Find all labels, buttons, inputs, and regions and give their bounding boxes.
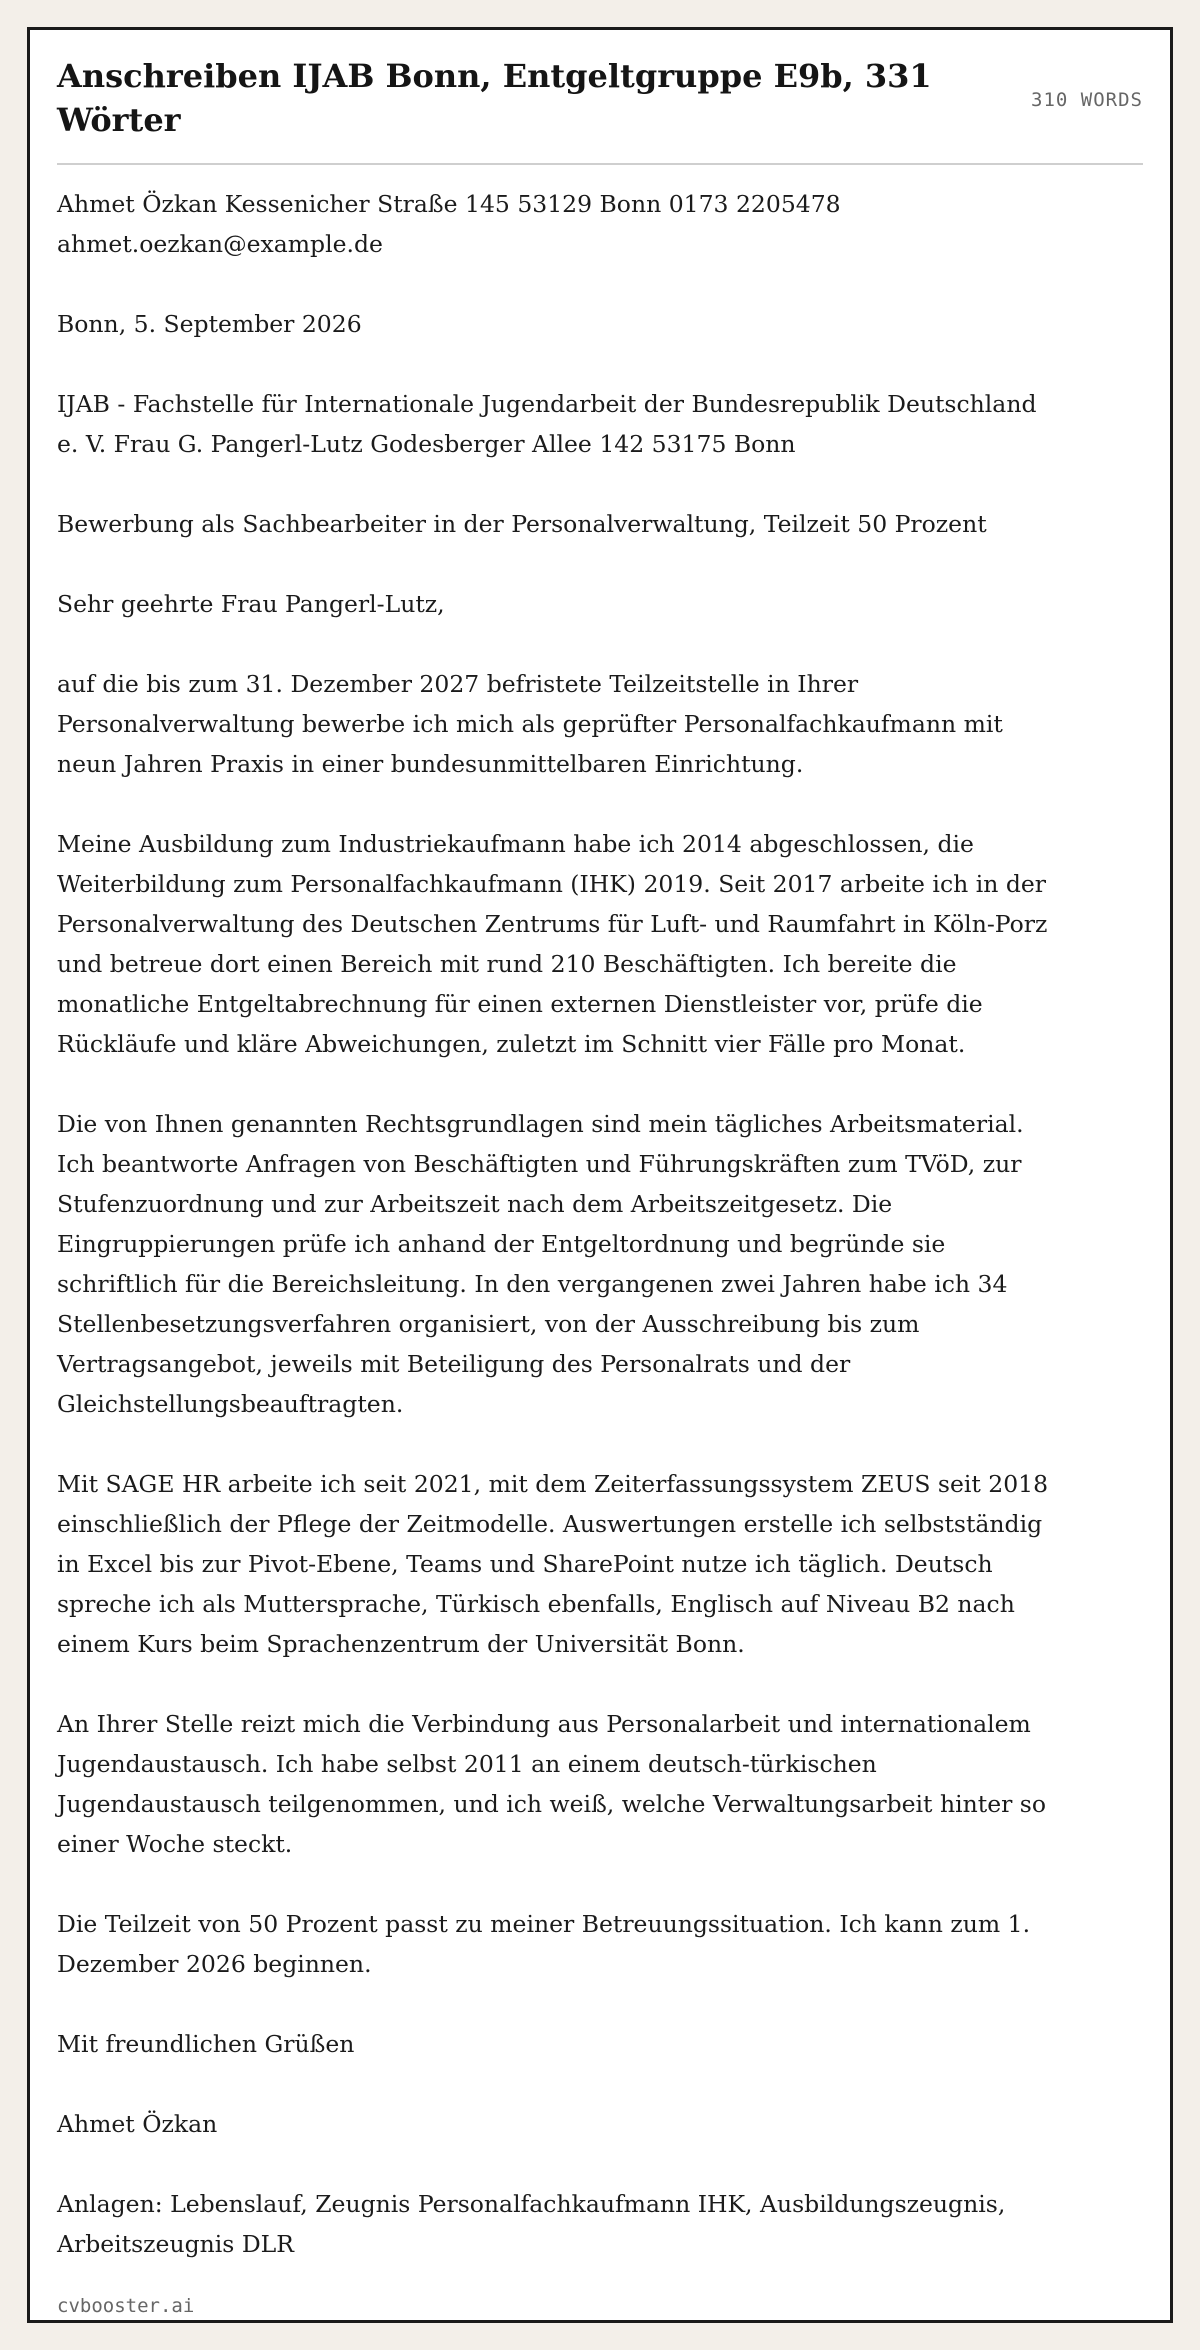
footer-brand[interactable]: cvbooster.ai bbox=[57, 2295, 195, 2317]
body-paragraph: Meine Ausbildung zum Industriekaufmann habe ich 2014 abgeschlossen, die Weiterbildung zum Personalfachkaufmann (IHK) 2019. Seit 2017 arbeite ich in der Personalverwaltung des Deutschen Zentrums für Luft- und Raumfahrt in Köln-Porz und betreue dort einen Bereich mit rund 210 Beschäftigten. Ich bereite die monatliche Entgeltabrechnung für einen externen Dienstleister vor, prüfe die Rückläufe und kläre Abweichungen, zuletzt im Schnitt vier Fälle pro Monat. bbox=[57, 830, 1048, 1058]
salutation: Sehr geehrte Frau Pangerl-Lutz, bbox=[57, 590, 445, 618]
attachments: Anlagen: Lebenslauf, Zeugnis Personalfachkaufmann IHK, Ausbildungszeugnis, Arbeitszeugnis DLR bbox=[57, 2190, 1006, 2258]
recipient-address: IJAB - Fachstelle für Internationale Jugendarbeit der Bundesrepublik Deutschland e. V. Frau G. Pangerl-Lutz Godesberger Allee 142 53175 Bonn bbox=[57, 390, 1037, 458]
letter-body bbox=[57, 184, 1057, 2304]
date-line: Bonn, 5. September 2026 bbox=[57, 310, 362, 338]
word-count: 310 WORDS bbox=[1031, 89, 1143, 111]
letter-title: Anschreiben IJAB Bonn, Entgeltgruppe E9b, 331 Wörter bbox=[57, 57, 932, 139]
subject-line: Bewerbung als Sachbearbeiter in der Personalverwaltung, Teilzeit 50 Prozent bbox=[57, 510, 987, 538]
body-paragraph: Mit SAGE HR arbeite ich seit 2021, mit dem Zeiterfassungssystem ZEUS seit 2018 einschließlich der Pflege der Zeitmodelle. Auswertungen erstelle ich selbstständig in Excel bis zur Pivot-Ebene, Teams und SharePoint nutze ich täglich. Deutsch spreche ich als Muttersprache, Türkisch ebenfalls, Englisch auf Niveau B2 nach einem Kurs beim Sprachenzentrum der Universität Bonn. bbox=[57, 1470, 1049, 1658]
closing: Mit freundlichen Grüßen bbox=[57, 2030, 355, 2058]
body-paragraph: Die Teilzeit von 50 Prozent passt zu meiner Betreuungssituation. Ich kann zum 1. Dezember 2026 beginnen. bbox=[57, 1910, 1031, 1978]
sender-address: Ahmet Özkan Kessenicher Straße 145 53129 Bonn 0173 2205478 ahmet.oezkan@example.de bbox=[57, 190, 841, 258]
letter-header bbox=[57, 54, 1143, 165]
body-paragraph: auf die bis zum 31. Dezember 2027 befristete Teilzeitstelle in Ihrer Personalverwaltung bewerbe ich mich als geprüfter Personalfachkaufmann mit neun Jahren Praxis in einer bundesunmittelbaren Einrichtung. bbox=[57, 670, 1003, 778]
body-paragraph: Die von Ihnen genannten Rechtsgrundlagen sind mein tägliches Arbeitsmaterial. Ich beantworte Anfragen von Beschäftigten und Führungskräften zum TVöD, zur Stufenzuordnung und zur Arbeitszeit nach dem Arbeitszeitgesetz. Die Eingruppierungen prüfe ich anhand der Entgeltordnung und begründe sie schriftlich für die Bereichsleitung. In den vergangenen zwei Jahren habe ich 34 Stellenbesetzungsverfahren organisiert, von der Ausschreibung bis zum Vertragsangebot, jeweils mit Beteiligung des Personalrats und der Gleichstellungsbeauftragten. bbox=[57, 1110, 1024, 1418]
body-paragraph: An Ihrer Stelle reizt mich die Verbindung aus Personalarbeit und internationalem Jugendaustausch. Ich habe selbst 2011 an einem deutsch-türkischen Jugendaustausch teilgenommen, und ich weiß, welche Verwaltungsarbeit hinter so einer Woche steckt. bbox=[57, 1710, 1047, 1858]
signature: Ahmet Özkan bbox=[57, 2110, 218, 2138]
letter-card bbox=[27, 27, 1173, 2323]
